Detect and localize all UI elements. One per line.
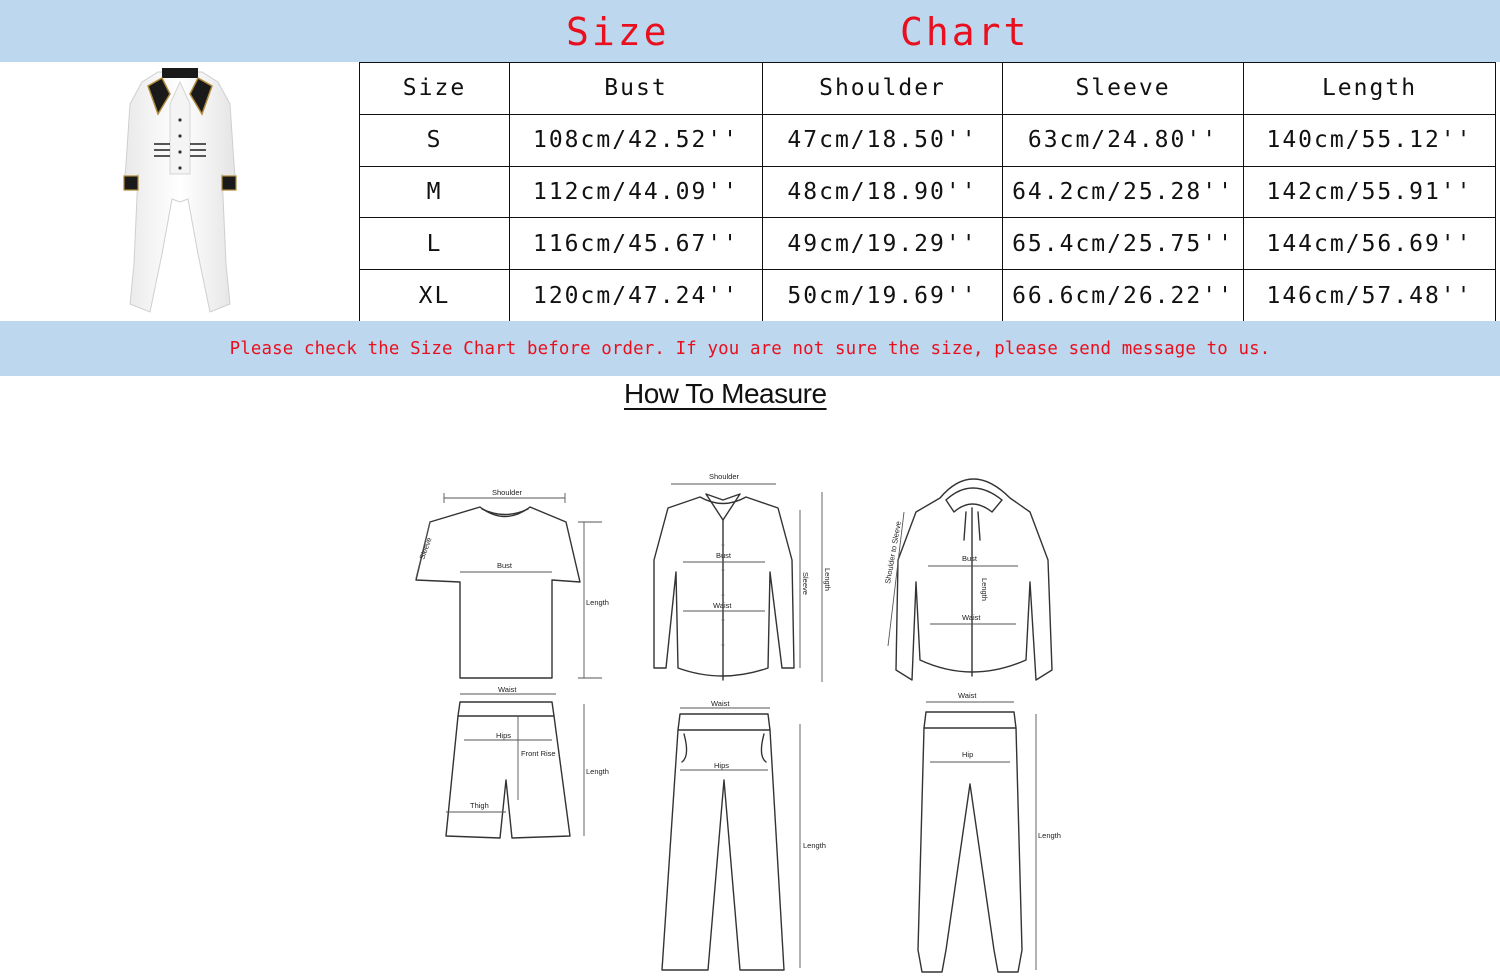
column-header: Bust <box>510 63 763 115</box>
shorts-length-label: Length <box>586 767 609 776</box>
hoodie-waist-label: Waist <box>962 613 981 622</box>
shorts-hips-label: Hips <box>496 731 512 740</box>
tshirt-diagram <box>416 488 609 678</box>
table-cell: XL <box>360 270 510 322</box>
table-cell: M <box>360 166 510 218</box>
pants-waist-label: Waist <box>711 699 730 708</box>
pants-hips-label: Hips <box>714 761 730 770</box>
column-header: Size <box>360 63 510 115</box>
table-cell: 65.4cm/25.75'' <box>1003 218 1244 270</box>
table-cell: 47cm/18.50'' <box>763 114 1003 166</box>
table-cell: 49cm/19.29'' <box>763 218 1003 270</box>
table-cell: 146cm/57.48'' <box>1244 270 1496 322</box>
notice-text: Please check the Size Chart before order. If you are not sure the size, please send message to us. <box>229 338 1271 359</box>
hoodie-diagram <box>883 479 1052 680</box>
table-cell: 112cm/44.09'' <box>510 166 763 218</box>
header-title-chart: Chart <box>900 10 1030 54</box>
shorts-rise-label: Front Rise <box>521 749 556 758</box>
table-cell: 66.6cm/26.22'' <box>1003 270 1244 322</box>
table-cell: 116cm/45.67'' <box>510 218 763 270</box>
table-cell: 64.2cm/25.28'' <box>1003 166 1244 218</box>
shirt-diagram <box>654 472 832 682</box>
table-cell: L <box>360 218 510 270</box>
header-title-size: Size <box>566 10 670 54</box>
table-cell: S <box>360 114 510 166</box>
shirt-shoulder-label: Shoulder <box>709 472 740 481</box>
shirt-waist-label: Waist <box>713 601 732 610</box>
column-header: Shoulder <box>763 63 1003 115</box>
hoodie-bust-label: Bust <box>962 554 978 563</box>
table-cell: 63cm/24.80'' <box>1003 114 1244 166</box>
table-cell: 120cm/47.24'' <box>510 270 763 322</box>
column-header: Length <box>1244 63 1496 115</box>
shorts-thigh-label: Thigh <box>470 801 489 810</box>
jogger-length-label: Length <box>1038 831 1061 840</box>
table-cell: 140cm/55.12'' <box>1244 114 1496 166</box>
jogger-hip-label: Hip <box>962 750 974 759</box>
table-cell: 48cm/18.90'' <box>763 166 1003 218</box>
table-cell: 142cm/55.91'' <box>1244 166 1496 218</box>
shirt-bust-label: Bust <box>716 551 732 560</box>
shirt-sleeve-label: Sleeve <box>801 572 810 595</box>
tshirt-length-label: Length <box>586 598 609 607</box>
shorts-diagram <box>446 685 609 838</box>
shirt-length-label: Length <box>823 568 832 591</box>
jogger-waist-label: Waist <box>958 691 977 700</box>
table-cell: 50cm/19.69'' <box>763 270 1003 322</box>
column-header: Sleeve <box>1003 63 1244 115</box>
tshirt-bust-label: Bust <box>497 561 513 570</box>
pants-diagram <box>662 699 826 970</box>
table-cell: 144cm/56.69'' <box>1244 218 1496 270</box>
tshirt-shoulder-label: Shoulder <box>492 488 523 497</box>
hoodie-sleeve-label: Shoulder to Sleeve <box>883 520 903 585</box>
shorts-waist-label: Waist <box>498 685 517 694</box>
tshirt-sleeve-label: Sleeve <box>417 536 434 561</box>
table-cell: 108cm/42.52'' <box>510 114 763 166</box>
pants-length-label: Length <box>803 841 826 850</box>
hoodie-length-label: Length <box>980 578 989 601</box>
joggers-diagram <box>918 691 1061 972</box>
how-to-measure-title: How To Measure <box>624 378 827 409</box>
